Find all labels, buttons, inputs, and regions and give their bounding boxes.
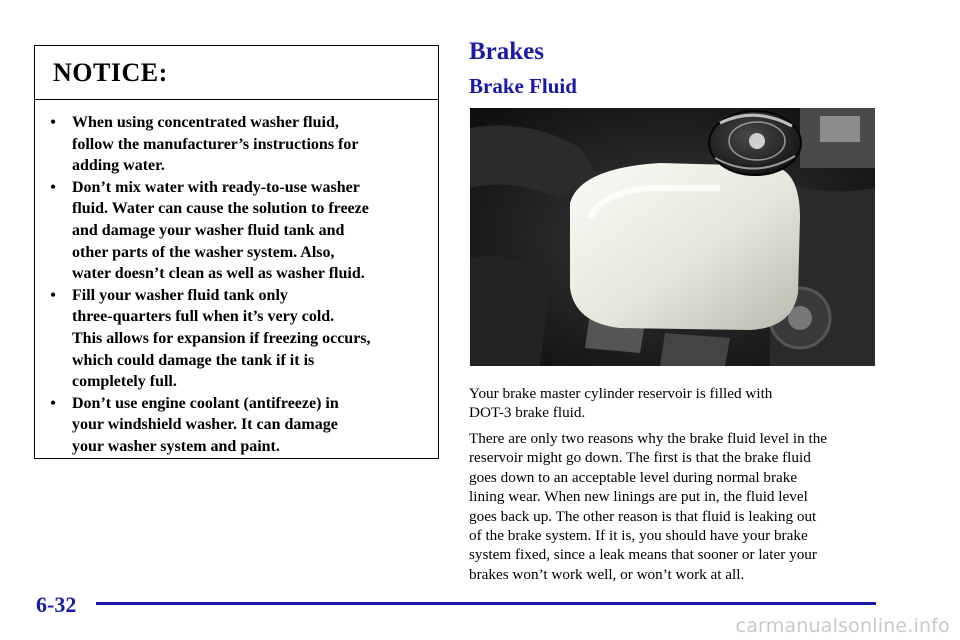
paragraph-line: brakes won’t work well, or won’t work at all. xyxy=(469,565,745,583)
footer-rule xyxy=(96,602,876,605)
notice-item xyxy=(35,285,438,393)
watermark: carmanualsonline.info xyxy=(735,615,950,637)
notice-title: NOTICE: xyxy=(53,57,168,87)
paragraph-line: goes down to an acceptable level during normal brake xyxy=(469,468,798,486)
notice-line: Fill your washer fluid tank only xyxy=(72,286,288,304)
brake-reservoir-photo xyxy=(470,108,875,366)
notice-line: When using concentrated washer fluid, xyxy=(72,114,339,131)
paragraph-line: There are only two reasons why the brake fluid level in the xyxy=(469,430,828,447)
bullet-icon: • xyxy=(50,114,56,131)
brake-reservoir-illustration xyxy=(470,108,875,366)
notice-item xyxy=(35,393,438,458)
bullet-icon: • xyxy=(50,178,56,196)
bullet-icon: • xyxy=(50,286,56,304)
notice-line: completely full. xyxy=(72,373,177,391)
notice-line: Don’t use engine coolant (antifreeze) in xyxy=(72,394,339,412)
bullet-icon: • xyxy=(50,394,56,412)
paragraph-line: of the brake system. If it is, you should have your brake xyxy=(469,527,808,545)
paragraph-line: DOT-3 brake fluid. xyxy=(469,404,586,422)
paragraph-line: system fixed, since a leak means that sooner or later your xyxy=(469,546,817,564)
notice-line: adding water. xyxy=(72,157,165,175)
notice-line: which could damage the tank if it is xyxy=(72,351,315,369)
paragraph-line: lining wear. When new linings are put in, the fluid level xyxy=(469,488,808,506)
notice-item xyxy=(35,112,438,177)
notice-line: water doesn’t clean as well as washer fluid. xyxy=(72,265,365,283)
notice-item xyxy=(35,177,438,285)
notice-line: your windshield washer. It can damage xyxy=(72,416,338,434)
notice-box xyxy=(34,45,439,459)
paragraph-line: reservoir might go down. The first is that the brake fluid xyxy=(469,449,811,467)
notice-line: Don’t mix water with ready-to-use washer xyxy=(72,178,360,196)
notice-line: and damage your washer fluid tank and xyxy=(72,221,345,239)
notice-line: other parts of the washer system. Also, xyxy=(72,243,335,261)
notice-line: your washer system and paint. xyxy=(72,437,280,455)
paragraph-intro xyxy=(469,384,879,423)
paragraph-reasons xyxy=(469,429,879,584)
paragraph-line: goes back up. The other reason is that fluid is leaking out xyxy=(469,507,817,525)
page-number: 6-32 xyxy=(36,592,77,617)
paragraph-line: Your brake master cylinder reservoir is filled with xyxy=(469,385,773,402)
section-title: Brakes xyxy=(469,38,544,65)
notice-line: This allows for expansion if freezing occurs, xyxy=(72,329,371,347)
section-subtitle: Brake Fluid xyxy=(469,74,577,98)
notice-line: three-quarters full when it’s very cold. xyxy=(72,308,335,326)
notice-line: fluid. Water can cause the solution to freeze xyxy=(72,200,369,218)
notice-line: follow the manufacturer’s instructions for xyxy=(72,135,359,153)
notice-list xyxy=(35,112,438,458)
notice-header xyxy=(35,46,438,100)
